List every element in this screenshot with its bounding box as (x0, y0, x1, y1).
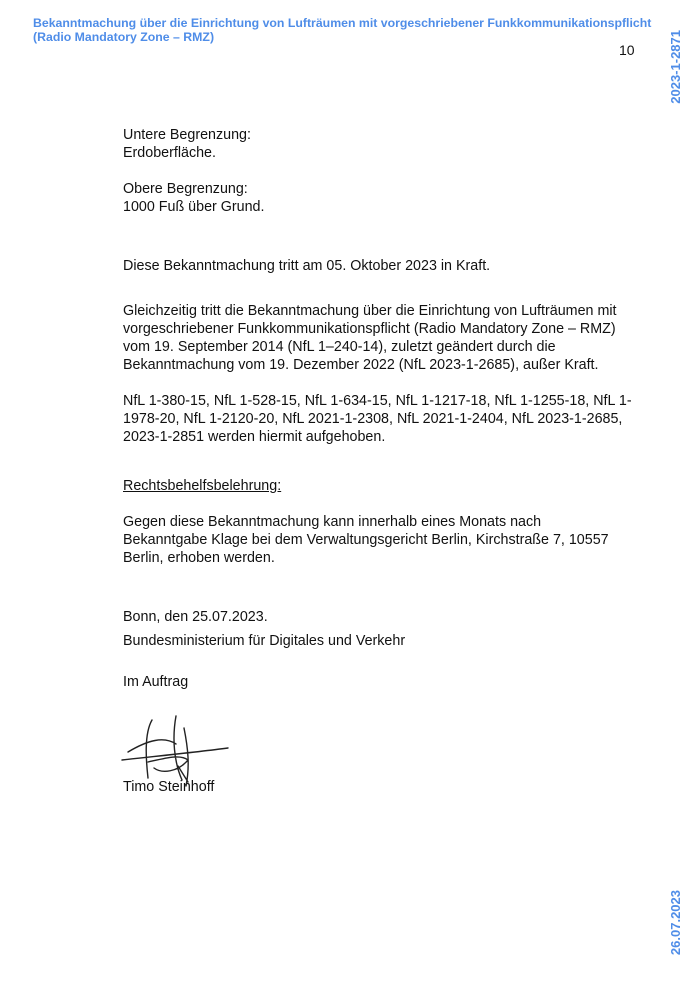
signatory-name: Timo Steinhoff (123, 779, 215, 795)
handwritten-signature (118, 700, 238, 792)
on-behalf-line: Im Auftrag (123, 674, 189, 690)
page-number: 10 (619, 42, 635, 58)
repeal-paragraph: Gleichzeitig tritt die Bekanntmachung über die Einrichtung von Lufträumen mit vorgeschriebener Funkkommunikationspflicht (Radio Mandatory Zone – RMZ) vom 19. September 2014 (NfL 1–240-14), zuletzt geändert durch die Bekanntmachung vom 19. Dezember 2022 (NfL 2023-1-2685), außer Kraft. (123, 303, 617, 373)
lower-limit-value: Erdoberfläche. (123, 145, 216, 161)
document-number-label: 2023-1-2871 (668, 30, 683, 104)
upper-limit-label: Obere Begrenzung: (123, 181, 248, 197)
ministry-name: Bundesministerium für Digitales und Verkehr (123, 633, 406, 649)
upper-limit-value: 1000 Fuß über Grund. (123, 199, 265, 215)
place-date: Bonn, den 25.07.2023. (123, 609, 268, 625)
document-header-title: Bekanntmachung über die Einrichtung von Lufträumen mit vorgeschriebener Funkkommunikationspflicht (Radio Mandatory Zone – RMZ) (33, 16, 652, 44)
document-body (123, 126, 663, 796)
publication-date-label: 26.07.2023 (668, 890, 683, 956)
lower-limit-label: Untere Begrenzung: (123, 127, 251, 143)
cancelled-notices-paragraph: NfL 1-380-15, NfL 1-528-15, NfL 1-634-15, NfL 1-1217-18, NfL 1-1255-18, NfL 1-1978-20, NfL 1-2120-20, NfL 2021-1-2308, NfL 2021-1-2404, NfL 2023-1-2685, 2023-1-2851 werden hiermit aufgehoben. (123, 393, 632, 445)
legal-remedy-text: Gegen diese Bekanntmachung kann innerhalb eines Monats nach Bekanntgabe Klage bei dem Verwaltungsgericht Berlin, Kirchstraße 7, 10557 Berlin, erhoben werden. (123, 514, 609, 566)
legal-remedy-heading: Rechtsbehelfsbelehrung: (123, 478, 282, 494)
effective-date-paragraph: Diese Bekanntmachung tritt am 05. Oktober 2023 in Kraft. (123, 258, 491, 274)
